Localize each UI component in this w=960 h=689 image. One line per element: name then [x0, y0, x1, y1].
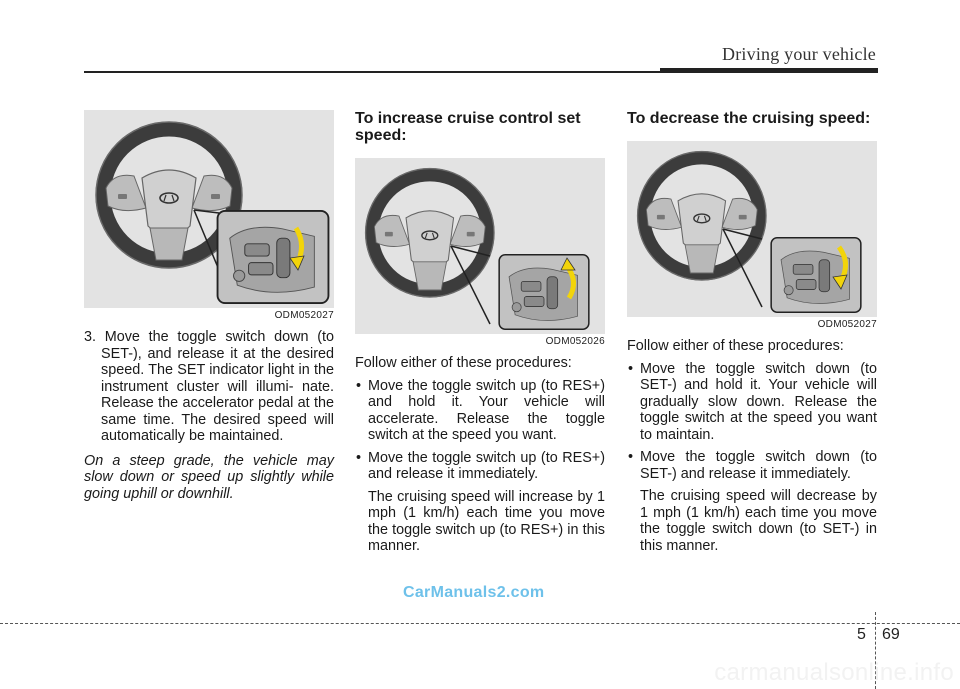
step-text: 3. Move the toggle switch down (to SET-), and release it at the desired speed. The SET indicator light in the instrument cluster will illumi- nate. Release the accelerator pedal at the same time. The desired speed will automatically be maintained.	[84, 329, 334, 444]
steering-wheel-toggle-down-illustration	[84, 110, 334, 308]
bullet-item: • Move the toggle switch down (to SET-) and hold it. Your vehicle will gradually slow down. Release the toggle switch at the speed you want to maintain.	[627, 361, 877, 444]
bullet-detail: The cruising speed will decrease by 1 mph (1 km/h) each time you move the toggle switch down (to SET-) in this manner.	[640, 488, 877, 554]
header-rule-accent	[660, 68, 878, 73]
page-number: 69	[882, 626, 900, 643]
section-heading: To increase cruise control set speed:	[355, 110, 581, 144]
footer-rule	[0, 623, 960, 624]
section-heading: To decrease the cruising speed:	[627, 110, 871, 127]
note-text: On a steep grade, the vehicle may slow down or speed up slightly while going uphill or downhill.	[84, 452, 334, 502]
bullet-detail: The cruising speed will increase by 1 mph (1 km/h) each time you move the toggle switch up (to RES+) in this manner.	[368, 488, 605, 554]
site-watermark: carmanualsonline.info	[714, 659, 954, 686]
bullet-item: • Move the toggle switch up (to RES+) and hold it. Your vehicle will accelerate. Release the toggle switch at the speed you want.	[355, 378, 605, 444]
figure-code: ODM052027	[817, 319, 877, 330]
bullet-item: • Move the toggle switch down (to SET-) and release it immediately.	[627, 449, 877, 482]
chapter-number: 5	[857, 626, 866, 643]
steering-wheel-toggle-up-illustration	[355, 158, 605, 334]
lead-text: Follow either of these procedures:	[627, 338, 844, 354]
figure-code: ODM052027	[274, 310, 334, 321]
header-rule	[84, 71, 660, 73]
figure-code: ODM052026	[545, 336, 605, 347]
column-set-speed	[84, 110, 334, 502]
column-increase-speed	[355, 110, 605, 555]
lead-text: Follow either of these procedures:	[355, 355, 572, 371]
column-decrease-speed	[627, 110, 877, 554]
steering-wheel-toggle-down-illustration	[627, 141, 877, 317]
bullet-item: • Move the toggle switch up (to RES+) and release it immediately.	[355, 450, 605, 483]
section-header-title: Driving your vehicle	[722, 44, 876, 64]
watermark-link[interactable]: CarManuals2.com	[403, 584, 545, 601]
